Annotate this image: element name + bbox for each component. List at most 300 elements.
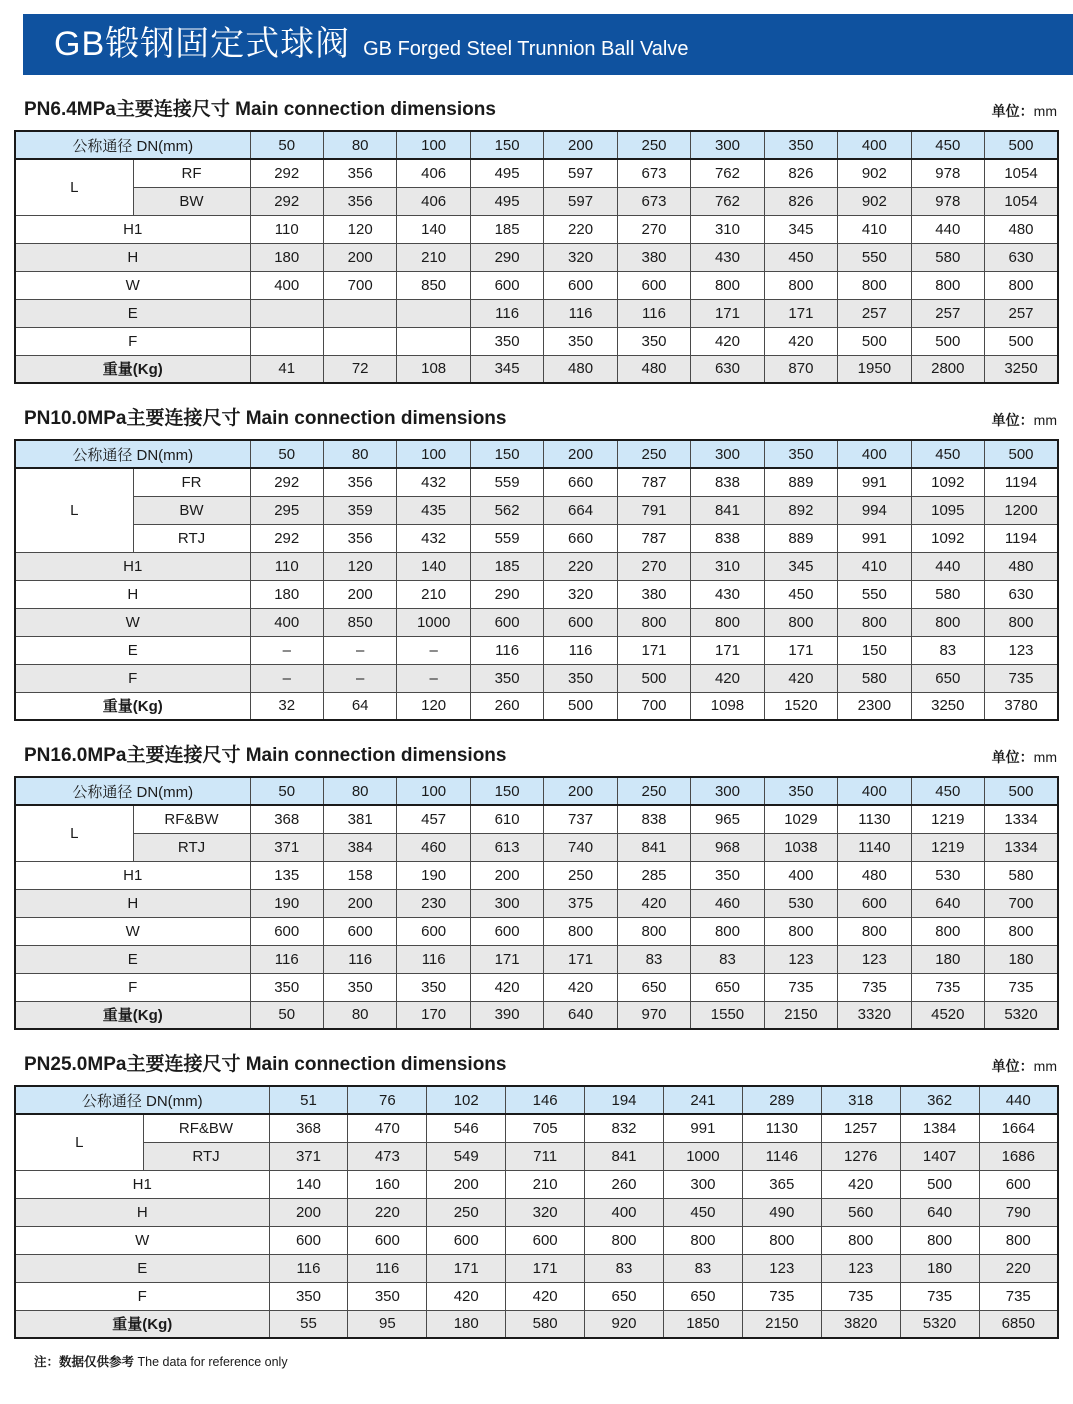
dim-value: 420: [506, 1282, 585, 1310]
table-row: [15, 692, 1058, 720]
dim-value: 1054: [985, 159, 1058, 187]
dn-value: 400: [838, 777, 911, 805]
content: [14, 94, 1059, 1370]
dim-value: 350: [323, 973, 396, 1001]
dim-value: 640: [911, 889, 984, 917]
dim-value: 371: [269, 1142, 348, 1170]
dim-value: 735: [979, 1282, 1058, 1310]
dim-value: 250: [427, 1198, 506, 1226]
dimensions-table: [14, 1085, 1059, 1339]
dim-value: [397, 327, 470, 355]
dn-value: 500: [985, 131, 1058, 159]
dim-value: 1200: [985, 496, 1058, 524]
dim-value: [250, 299, 323, 327]
dim-value: 902: [838, 159, 911, 187]
dim-value: 1000: [397, 608, 470, 636]
dim-value: 371: [250, 833, 323, 861]
dn-value: 100: [397, 777, 470, 805]
dn-value: 300: [691, 777, 764, 805]
dim-value: 292: [250, 468, 323, 496]
row-label: F: [15, 1282, 269, 1310]
dim-value: 597: [544, 187, 617, 215]
dim-value: 365: [742, 1170, 821, 1198]
dim-value: 171: [691, 636, 764, 664]
section-title: PN10.0MPa主要连接尺寸 Main connection dimensions: [24, 408, 507, 429]
dn-value: 150: [470, 131, 543, 159]
dim-value: 735: [900, 1282, 979, 1310]
dim-value: 920: [585, 1310, 664, 1338]
dim-value: 800: [900, 1226, 979, 1254]
dim-value: 210: [397, 243, 470, 271]
dim-value: 400: [585, 1198, 664, 1226]
row-sublabel: RTJ: [133, 833, 250, 861]
table-row: [15, 608, 1058, 636]
dim-value: 787: [617, 524, 690, 552]
dim-value: 250: [544, 861, 617, 889]
table-row: [15, 580, 1058, 608]
dim-value: 1664: [979, 1114, 1058, 1142]
dim-value: 735: [838, 973, 911, 1001]
dim-value: [323, 327, 396, 355]
dn-value: 76: [348, 1086, 427, 1114]
l-group-label: L: [15, 159, 133, 215]
table-row: [15, 327, 1058, 355]
dn-value: 450: [911, 440, 984, 468]
table-row: [15, 1282, 1058, 1310]
dn-value: 150: [470, 777, 543, 805]
dn-header-row: [15, 440, 1058, 468]
table-row: [15, 552, 1058, 580]
dim-value: 700: [985, 889, 1058, 917]
dim-value: –: [250, 664, 323, 692]
dim-value: 1194: [985, 524, 1058, 552]
dim-value: 1038: [764, 833, 837, 861]
dim-value: 55: [269, 1310, 348, 1338]
dim-value: 1950: [838, 355, 911, 383]
dim-value: 1194: [985, 468, 1058, 496]
dim-value: 292: [250, 159, 323, 187]
dn-value: 194: [585, 1086, 664, 1114]
dim-value: 800: [838, 271, 911, 299]
dim-value: –: [323, 636, 396, 664]
dim-value: 350: [250, 973, 323, 1001]
row-sublabel: BW: [133, 187, 250, 215]
dim-value: 440: [911, 552, 984, 580]
dim-value: 800: [911, 271, 984, 299]
dim-value: 290: [470, 580, 543, 608]
dim-value: 200: [269, 1198, 348, 1226]
section-title: PN6.4MPa主要连接尺寸 Main connection dimensions: [24, 99, 496, 120]
dim-value: 630: [985, 243, 1058, 271]
dim-value: 410: [838, 215, 911, 243]
dn-value: 200: [544, 131, 617, 159]
dim-value: 991: [663, 1114, 742, 1142]
dim-value: 140: [269, 1170, 348, 1198]
table-row: [15, 664, 1058, 692]
dim-value: 220: [544, 552, 617, 580]
dim-value: 838: [617, 805, 690, 833]
dn-value: 80: [323, 777, 396, 805]
dim-value: 171: [427, 1254, 506, 1282]
dim-value: 650: [585, 1282, 664, 1310]
dim-value: 841: [585, 1142, 664, 1170]
dim-value: 120: [397, 692, 470, 720]
dim-value: 116: [544, 299, 617, 327]
dim-value: 400: [764, 861, 837, 889]
dim-value: 473: [348, 1142, 427, 1170]
dim-value: 500: [838, 327, 911, 355]
dim-value: 50: [250, 1001, 323, 1029]
row-label: F: [15, 664, 250, 692]
dn-value: 300: [691, 131, 764, 159]
table-row: [15, 805, 1058, 833]
dim-value: 600: [544, 271, 617, 299]
dim-value: 230: [397, 889, 470, 917]
dim-value: 630: [985, 580, 1058, 608]
dim-value: 559: [470, 468, 543, 496]
dim-value: 356: [323, 524, 396, 552]
dim-value: 350: [544, 664, 617, 692]
dn-value: 80: [323, 440, 396, 468]
dim-value: 3250: [985, 355, 1058, 383]
dim-value: –: [397, 664, 470, 692]
dim-value: 350: [691, 861, 764, 889]
dim-value: 1550: [691, 1001, 764, 1029]
dim-value: 832: [585, 1114, 664, 1142]
footnote-en: The data for reference only: [137, 1355, 288, 1369]
dim-value: 892: [764, 496, 837, 524]
dim-value: 600: [250, 917, 323, 945]
dim-value: 800: [764, 271, 837, 299]
row-label: E: [15, 299, 250, 327]
pn-section-3: [14, 740, 1059, 1030]
table-row: [15, 243, 1058, 271]
dn-value: 250: [617, 131, 690, 159]
dim-value: 735: [821, 1282, 900, 1310]
dim-value: 83: [663, 1254, 742, 1282]
dim-value: 650: [617, 973, 690, 1001]
dim-value: 350: [544, 327, 617, 355]
row-label: 重量(Kg): [15, 692, 250, 720]
table-row: [15, 159, 1058, 187]
dim-value: 406: [397, 187, 470, 215]
dim-value: 800: [821, 1226, 900, 1254]
dim-value: 550: [838, 243, 911, 271]
row-label: W: [15, 271, 250, 299]
dim-value: 530: [764, 889, 837, 917]
table-row: [15, 524, 1058, 552]
table-row: [15, 889, 1058, 917]
dim-value: 600: [617, 271, 690, 299]
dim-value: 116: [250, 945, 323, 973]
dim-value: 110: [250, 552, 323, 580]
dn-value: 400: [838, 131, 911, 159]
table-row: [15, 299, 1058, 327]
dim-value: 210: [506, 1170, 585, 1198]
dim-value: 2300: [838, 692, 911, 720]
dim-value: 3820: [821, 1310, 900, 1338]
dim-value: 420: [691, 327, 764, 355]
dim-value: 1257: [821, 1114, 900, 1142]
dim-value: 359: [323, 496, 396, 524]
dim-value: 180: [985, 945, 1058, 973]
dim-value: 116: [323, 945, 396, 973]
dim-value: 841: [691, 496, 764, 524]
unit-prefix: 单位：: [991, 412, 1034, 428]
dim-value: 368: [250, 805, 323, 833]
dim-value: 180: [250, 243, 323, 271]
dim-value: 3780: [985, 692, 1058, 720]
dim-value: 375: [544, 889, 617, 917]
dim-value: 889: [764, 524, 837, 552]
dn-value: 102: [427, 1086, 506, 1114]
dim-value: 1407: [900, 1142, 979, 1170]
dim-value: 1276: [821, 1142, 900, 1170]
dim-value: 384: [323, 833, 396, 861]
dim-value: 1029: [764, 805, 837, 833]
dim-value: 180: [911, 945, 984, 973]
dim-value: 290: [470, 243, 543, 271]
dim-value: 660: [544, 524, 617, 552]
dim-value: 320: [544, 580, 617, 608]
dn-value: 362: [900, 1086, 979, 1114]
dim-value: 735: [911, 973, 984, 1001]
dim-value: 800: [742, 1226, 821, 1254]
row-label: H1: [15, 861, 250, 889]
dn-value: 500: [985, 777, 1058, 805]
dim-value: 790: [979, 1198, 1058, 1226]
table-row: [15, 496, 1058, 524]
table-row: [15, 917, 1058, 945]
dim-value: 430: [691, 243, 764, 271]
dim-value: 480: [544, 355, 617, 383]
dim-value: 356: [323, 468, 396, 496]
unit-prefix: 单位：: [991, 749, 1034, 765]
dim-value: 135: [250, 861, 323, 889]
dim-value: 400: [250, 608, 323, 636]
dim-value: 800: [691, 917, 764, 945]
dim-value: 500: [985, 327, 1058, 355]
dim-value: –: [250, 636, 323, 664]
dim-value: 630: [691, 355, 764, 383]
dim-value: 800: [979, 1226, 1058, 1254]
dim-value: 1520: [764, 692, 837, 720]
dim-value: 380: [617, 580, 690, 608]
dn-header-label: 公称通径 DN(mm): [15, 1086, 269, 1114]
dim-value: 500: [900, 1170, 979, 1198]
dim-value: 500: [544, 692, 617, 720]
dim-value: 220: [544, 215, 617, 243]
dim-value: 1000: [663, 1142, 742, 1170]
section-header: [14, 403, 1059, 430]
banner-title-en: GB Forged Steel Trunnion Ball Valve: [363, 38, 689, 60]
dim-value: 600: [470, 917, 543, 945]
dim-value: 1098: [691, 692, 764, 720]
dim-value: 170: [397, 1001, 470, 1029]
dim-value: 580: [838, 664, 911, 692]
dim-value: 1686: [979, 1142, 1058, 1170]
dim-value: 420: [470, 973, 543, 1001]
dim-value: 705: [506, 1114, 585, 1142]
dim-value: 406: [397, 159, 470, 187]
row-label: F: [15, 973, 250, 1001]
unit-value: mm: [1033, 1058, 1057, 1074]
dim-value: 4520: [911, 1001, 984, 1029]
row-label: H1: [15, 552, 250, 580]
dim-value: 116: [269, 1254, 348, 1282]
dim-value: 460: [397, 833, 470, 861]
dim-value: 600: [427, 1226, 506, 1254]
dim-value: 1334: [985, 833, 1058, 861]
dim-value: 826: [764, 187, 837, 215]
row-label: H1: [15, 215, 250, 243]
row-sublabel: BW: [133, 496, 250, 524]
dim-value: 116: [544, 636, 617, 664]
dim-value: 480: [985, 215, 1058, 243]
dim-value: 800: [764, 917, 837, 945]
row-label: H: [15, 580, 250, 608]
table-row: [15, 833, 1058, 861]
dim-value: 300: [470, 889, 543, 917]
dim-value: 1384: [900, 1114, 979, 1142]
dim-value: 257: [985, 299, 1058, 327]
dim-value: 6850: [979, 1310, 1058, 1338]
banner-title-zh: GB锻钢固定式球阀: [54, 25, 351, 63]
row-label: 重量(Kg): [15, 1310, 269, 1338]
dim-value: 994: [838, 496, 911, 524]
dim-value: 435: [397, 496, 470, 524]
dim-value: 41: [250, 355, 323, 383]
row-label: H: [15, 889, 250, 917]
dimension-sections: [14, 94, 1059, 1339]
dim-value: 95: [348, 1310, 427, 1338]
dim-value: 1219: [911, 833, 984, 861]
dim-value: 120: [323, 552, 396, 580]
dim-value: 549: [427, 1142, 506, 1170]
dim-value: 83: [617, 945, 690, 973]
unit-value: mm: [1033, 103, 1057, 119]
row-sublabel: RTJ: [133, 524, 250, 552]
dim-value: 580: [911, 580, 984, 608]
dim-value: 270: [617, 552, 690, 580]
dim-value: 500: [911, 327, 984, 355]
dim-value: 200: [323, 889, 396, 917]
dim-value: 180: [427, 1310, 506, 1338]
dn-value: 200: [544, 777, 617, 805]
table-row: [15, 636, 1058, 664]
dim-value: 310: [691, 215, 764, 243]
l-group-label: L: [15, 1114, 143, 1170]
dim-value: 171: [691, 299, 764, 327]
dim-value: 495: [470, 187, 543, 215]
dim-value: 257: [838, 299, 911, 327]
dim-value: 285: [617, 861, 690, 889]
row-label: F: [15, 327, 250, 355]
dim-value: 970: [617, 1001, 690, 1029]
dim-value: 850: [323, 608, 396, 636]
dim-value: 978: [911, 187, 984, 215]
dim-value: 350: [269, 1282, 348, 1310]
l-group-label: L: [15, 468, 133, 552]
pn-section-2: [14, 403, 1059, 721]
dim-value: 500: [617, 664, 690, 692]
row-sublabel: RF&BW: [143, 1114, 269, 1142]
dim-value: 991: [838, 468, 911, 496]
dim-value: 220: [979, 1254, 1058, 1282]
row-sublabel: RTJ: [143, 1142, 269, 1170]
row-label: W: [15, 608, 250, 636]
dn-value: 318: [821, 1086, 900, 1114]
dn-value: 100: [397, 131, 470, 159]
dim-value: 410: [838, 552, 911, 580]
dim-value: 1095: [911, 496, 984, 524]
dim-value: 116: [470, 636, 543, 664]
dim-value: 72: [323, 355, 396, 383]
dim-value: 490: [742, 1198, 821, 1226]
unit-prefix: 单位：: [991, 103, 1034, 119]
dim-value: 457: [397, 805, 470, 833]
dimensions-table: [14, 130, 1059, 384]
footnote: [34, 1352, 1059, 1370]
table-row: [15, 973, 1058, 1001]
dn-value: 146: [506, 1086, 585, 1114]
dim-value: 3250: [911, 692, 984, 720]
dim-value: 1092: [911, 524, 984, 552]
table-row: [15, 1142, 1058, 1170]
page-banner: [23, 14, 1073, 75]
unit-label: [992, 1056, 1059, 1076]
dim-value: 600: [269, 1226, 348, 1254]
dim-value: 650: [911, 664, 984, 692]
dn-header-row: [15, 1086, 1058, 1114]
dim-value: 450: [764, 243, 837, 271]
dim-value: 600: [544, 608, 617, 636]
pn-section-1: [14, 94, 1059, 384]
dim-value: 1130: [742, 1114, 821, 1142]
dim-value: 470: [348, 1114, 427, 1142]
dim-value: 171: [544, 945, 617, 973]
dim-value: 108: [397, 355, 470, 383]
dim-value: 190: [397, 861, 470, 889]
dn-value: 80: [323, 131, 396, 159]
dim-value: 530: [911, 861, 984, 889]
dn-header-label: 公称通径 DN(mm): [15, 440, 250, 468]
dn-value: 350: [764, 777, 837, 805]
dim-value: 735: [742, 1282, 821, 1310]
dim-value: 171: [617, 636, 690, 664]
unit-value: mm: [1033, 749, 1057, 765]
dn-value: 51: [269, 1086, 348, 1114]
dim-value: 171: [506, 1254, 585, 1282]
dn-value: 50: [250, 777, 323, 805]
dim-value: 356: [323, 159, 396, 187]
dim-value: 1140: [838, 833, 911, 861]
dim-value: 270: [617, 215, 690, 243]
dim-value: 850: [397, 271, 470, 299]
dim-value: 185: [470, 215, 543, 243]
dim-value: 826: [764, 159, 837, 187]
dim-value: 660: [544, 468, 617, 496]
dim-value: 260: [585, 1170, 664, 1198]
dim-value: 200: [323, 580, 396, 608]
dim-value: 110: [250, 215, 323, 243]
row-sublabel: FR: [133, 468, 250, 496]
dim-value: 295: [250, 496, 323, 524]
dim-value: 432: [397, 468, 470, 496]
dim-value: 158: [323, 861, 396, 889]
dn-value: 250: [617, 440, 690, 468]
unit-label: [992, 747, 1059, 767]
